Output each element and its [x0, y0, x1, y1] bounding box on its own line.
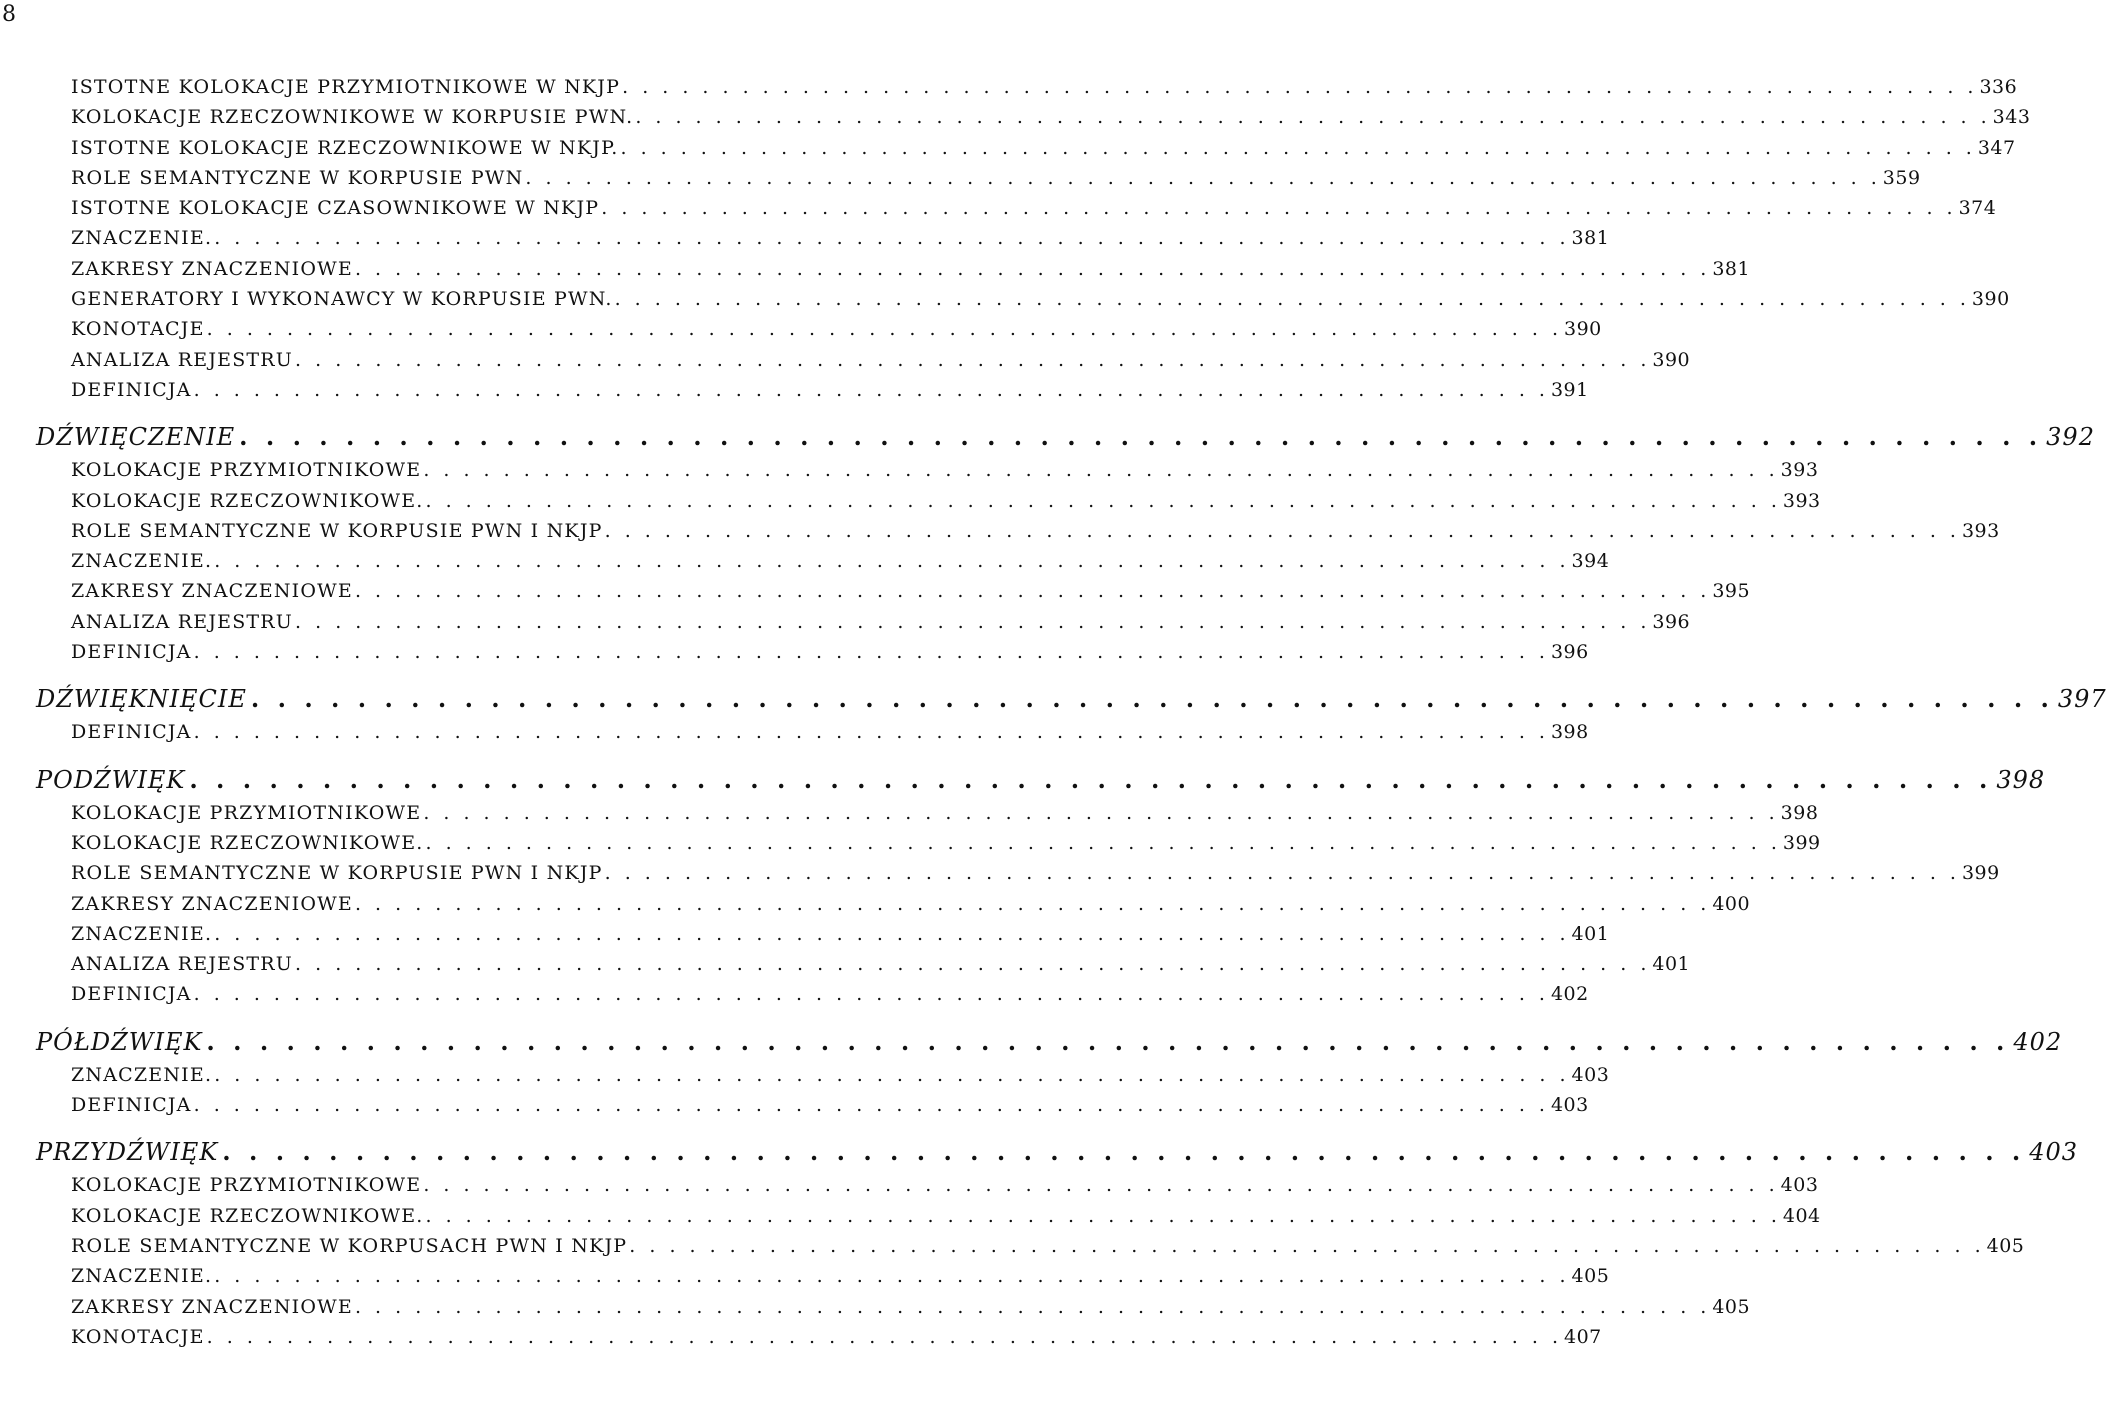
toc-heading-label: PODŹWIĘK: [36, 765, 186, 794]
toc-entry: [36, 489, 1821, 520]
toc-entry-label: ROLE SEMANTYCZNE W KORPUSACH PWN I NKJP: [71, 1234, 628, 1257]
dot-leader: . . . . . . . . . . . . . . . . . . . . . . . . . . . . . . . . . . . . . . . . . . . . . . . . . . . . . . . . . . . . . . . . . . . .: [604, 862, 1960, 885]
toc-entry-page: 343: [1992, 106, 2031, 129]
toc-entry-page: 405: [1712, 1295, 1751, 1318]
toc-entry-page: 399: [1782, 831, 1821, 854]
toc-entry: [36, 1234, 2025, 1265]
dot-leader: . . . . . . . . . . . . . . . . . . . . . . . . . . . . . . . . . . . . . . . . . . . . . . . . . . . . . . . . . . . . . . . . . . . .: [354, 257, 1711, 280]
toc-entry-page: 396: [1652, 610, 1691, 633]
toc-entry: [36, 892, 1751, 923]
toc-entry-page: 359: [1882, 166, 1921, 189]
toc-entry-label: KONOTACJE: [71, 1325, 205, 1348]
toc-entry-page: 381: [1571, 227, 1610, 250]
dot-leader: . . . . . . . . . . . . . . . . . . . . . . . . . . . . . . . . . . . . . . . . . . . . . . . . . . . . . . . . . . . . . . . . . . . .: [206, 1026, 2010, 1056]
dot-leader: . . . . . . . . . . . . . . . . . . . . . . . . . . . . . . . . . . . . . . . . . . . . . . . . . . . . . . . . . . . . . . . . . . . .: [425, 489, 1781, 512]
dot-leader: . . . . . . . . . . . . . . . . . . . . . . . . . . . . . . . . . . . . . . . . . . . . . . . . . . . . . . . . . . . . . . . . . . . .: [214, 1063, 1570, 1086]
dot-leader: . . . . . . . . . . . . . . . . . . . . . . . . . . . . . . . . . . . . . . . . . . . . . . . . . . . . . . . . . . . . . . . . . . . .: [354, 892, 1711, 915]
dot-leader: . . . . . . . . . . . . . . . . . . . . . . . . . . . . . . . . . . . . . . . . . . . . . . . . . . . . . . . . . . . . . . . . . . . .: [250, 684, 2054, 714]
dot-leader: . . . . . . . . . . . . . . . . . . . . . . . . . . . . . . . . . . . . . . . . . . . . . . . . . . . . . . . . . . . . . . . . . . . .: [193, 1094, 1549, 1117]
toc-entry-page: 402: [1550, 983, 1589, 1006]
toc-entry-label: ROLE SEMANTYCZNE W KORPUSIE PWN: [71, 166, 524, 189]
toc-entry-page: 394: [1571, 550, 1610, 573]
toc-entry-label: DEFINICJA: [71, 641, 192, 664]
dot-leader: . . . . . . . . . . . . . . . . . . . . . . . . . . . . . . . . . . . . . . . . . . . . . . . . . . . . . . . . . . . . . . . . . . . .: [214, 227, 1570, 250]
toc-entry-label: DEFINICJA: [71, 983, 192, 1006]
dot-leader: . . . . . . . . . . . . . . . . . . . . . . . . . . . . . . . . . . . . . . . . . . . . . . . . . . . . . . . . . . . . . . . . . . . .: [214, 922, 1570, 945]
toc-entry-label: ZNACZENIE.: [71, 550, 213, 573]
toc-heading-page: 402: [2013, 1027, 2063, 1056]
dot-leader: . . . . . . . . . . . . . . . . . . . . . . . . . . . . . . . . . . . . . . . . . . . . . . . . . . . . . . . . . . . . . . . . . . . .: [622, 76, 1978, 98]
toc-entry-label: KOLOKACJE RZECZOWNIKOWE W KORPUSIE PWN.: [71, 106, 634, 129]
dot-leader: . . . . . . . . . . . . . . . . . . . . . . . . . . . . . . . . . . . . . . . . . . . . . . . . . . . . . . . . . . . . . . . . . . . .: [354, 1295, 1711, 1318]
toc-entry-page: 400: [1712, 892, 1751, 915]
toc-heading-label: DŹWIĘCZENIE: [36, 423, 236, 452]
toc-entry-page: 405: [1986, 1234, 2025, 1257]
toc-entry: [36, 983, 1589, 1013]
toc-heading-page: 403: [2029, 1138, 2079, 1167]
dot-leader: . . . . . . . . . . . . . . . . . . . . . . . . . . . . . . . . . . . . . . . . . . . . . . . . . . . . . . . . . . . . . . . . . . . .: [601, 197, 1957, 220]
toc-entry-label: DEFINICJA: [71, 1094, 192, 1117]
toc-entry-page: 401: [1652, 953, 1691, 976]
toc-heading-page: 392: [2046, 423, 2095, 452]
toc-entry-page: 396: [1550, 641, 1589, 664]
toc-entry: [36, 580, 1751, 610]
dot-leader: . . . . . . . . . . . . . . . . . . . . . . . . . . . . . . . . . . . . . . . . . . . . . . . . . . . . . . . . . . . . . . . . . . . .: [425, 831, 1781, 854]
toc-entry-label: ZAKRESY ZNACZENIOWE: [71, 1295, 353, 1318]
toc-entry-page: 381: [1712, 257, 1751, 280]
toc-entry: [36, 257, 1751, 288]
toc-entry: [36, 459, 1819, 489]
toc-entry-page: 393: [1780, 459, 1819, 482]
toc-entry-page: 403: [1550, 1094, 1589, 1117]
toc-heading-label: DŹWIĘKNIĘCIE: [36, 685, 247, 714]
toc-entry: [36, 862, 2000, 892]
toc-entry: [36, 106, 2031, 136]
dot-leader: . . . . . . . . . . . . . . . . . . . . . . . . . . . . . . . . . . . . . . . . . . . . . . . . . . . . . . . . . . . . . . . . . . . .: [295, 953, 1651, 976]
toc-entry-page: 398: [1550, 721, 1589, 744]
toc-entry: [36, 641, 1589, 671]
dot-leader: . . . . . . . . . . . . . . . . . . . . . . . . . . . . . . . . . . . . . . . . . . . . . . . . . . . . . . . . . . . . . . . . . . . .: [525, 166, 1881, 189]
toc-entry-label: ROLE SEMANTYCZNE W KORPUSIE PWN I NKJP: [71, 519, 603, 542]
toc-entry-label: DEFINICJA: [71, 721, 192, 744]
toc-entry: [36, 1204, 1821, 1235]
toc-heading: [36, 1026, 2063, 1057]
toc-entry-page: 405: [1571, 1265, 1610, 1288]
dot-leader: . . . . . . . . . . . . . . . . . . . . . . . . . . . . . . . . . . . . . . . . . . . . . . . . . . . . . . . . . . . . . . . . . . . .: [193, 641, 1549, 664]
dot-leader: . . . . . . . . . . . . . . . . . . . . . . . . . . . . . . . . . . . . . . . . . . . . . . . . . . . . . . . . . . . . . . . . . . . .: [629, 1234, 1985, 1257]
toc-entry-page: 336: [1979, 76, 2018, 98]
toc-entry-page: 404: [1782, 1204, 1821, 1227]
dot-leader: . . . . . . . . . . . . . . . . . . . . . . . . . . . . . . . . . . . . . . . . . . . . . . . . . . . . . . . . . . . . . . . . . . . .: [423, 801, 1779, 824]
dot-leader: . . . . . . . . . . . . . . . . . . . . . . . . . . . . . . . . . . . . . . . . . . . . . . . . . . . . . . . . . . . . . . . . . . . .: [295, 610, 1651, 633]
toc-entry: [36, 1063, 1610, 1094]
dot-leader: . . . . . . . . . . . . . . . . . . . . . . . . . . . . . . . . . . . . . . . . . . . . . . . . . . . . . . . . . . . . . . . . . . . .: [354, 580, 1711, 603]
dot-leader: . . . . . . . . . . . . . . . . . . . . . . . . . . . . . . . . . . . . . . . . . . . . . . . . . . . . . . . . . . . . . . . . . . . .: [425, 1204, 1781, 1227]
toc-entry-label: KONOTACJE: [71, 318, 205, 341]
toc-entry: [36, 318, 1602, 348]
toc-entry-label: KOLOKACJE PRZYMIOTNIKOWE: [71, 1174, 422, 1197]
toc-entry: [36, 721, 1589, 751]
toc-heading-label: PÓŁDŹWIĘK: [36, 1027, 203, 1056]
toc-entry: [36, 922, 1610, 953]
toc-entry: [36, 1174, 1819, 1204]
toc-entry-label: ANALIZA REJESTRU: [71, 610, 294, 633]
toc-entry-label: KOLOKACJE PRZYMIOTNIKOWE: [71, 459, 422, 482]
dot-leader: . . . . . . . . . . . . . . . . . . . . . . . . . . . . . . . . . . . . . . . . . . . . . . . . . . . . . . . . . . . . . . . . . . . .: [614, 288, 1970, 311]
dot-leader: . . . . . . . . . . . . . . . . . . . . . . . . . . . . . . . . . . . . . . . . . . . . . . . . . . . . . . . . . . . . . . . . . . . .: [193, 378, 1549, 401]
toc-entry: [36, 1265, 1610, 1295]
toc-entry-page: 407: [1564, 1325, 1602, 1348]
toc-heading-label: PRZYDŹWIĘK: [36, 1138, 219, 1167]
toc-entry-label: ISTOTNE KOLOKACJE RZECZOWNIKOWE W NKJP.: [71, 136, 619, 159]
dot-leader: . . . . . . . . . . . . . . . . . . . . . . . . . . . . . . . . . . . . . . . . . . . . . . . . . . . . . . . . . . . . . . . . . . . .: [620, 136, 1976, 159]
toc-entry: [36, 1295, 1751, 1326]
toc-entry: [36, 227, 1610, 257]
toc-entry: [36, 610, 1691, 641]
toc-entry: [36, 1325, 1602, 1356]
toc-entry-page: 403: [1571, 1063, 1610, 1086]
toc-entry: [36, 1094, 1589, 1124]
dot-leader: . . . . . . . . . . . . . . . . . . . . . . . . . . . . . . . . . . . . . . . . . . . . . . . . . . . . . . . . . . . . . . . . . . . .: [193, 721, 1549, 744]
toc-entry-label: ISTOTNE KOLOKACJE PRZYMIOTNIKOWE W NKJP: [71, 76, 621, 98]
toc-entry-label: ANALIZA REJESTRU: [71, 953, 294, 976]
toc-entry-page: 390: [1564, 318, 1602, 341]
page-number: 8: [2, 2, 16, 27]
toc-entry: [36, 953, 1691, 983]
toc-entry-page: 393: [1782, 489, 1821, 512]
dot-leader: . . . . . . . . . . . . . . . . . . . . . . . . . . . . . . . . . . . . . . . . . . . . . . . . . . . . . . . . . . . . . . . . . . . .: [604, 519, 1960, 542]
toc-entry-label: GENERATORY I WYKONAWCY W KORPUSIE PWN.: [71, 288, 613, 311]
toc-entry-label: KOLOKACJE RZECZOWNIKOWE.: [71, 1204, 424, 1227]
dot-leader: . . . . . . . . . . . . . . . . . . . . . . . . . . . . . . . . . . . . . . . . . . . . . . . . . . . . . . . . . . . . . . . . . . . .: [214, 1265, 1570, 1288]
toc-entry-page: 393: [1961, 519, 2000, 542]
toc-entry-page: 390: [1652, 348, 1691, 371]
toc-entry-label: KOLOKACJE PRZYMIOTNIKOWE: [71, 801, 422, 824]
toc-entry-label: ZAKRESY ZNACZENIOWE: [71, 257, 353, 280]
toc-entry: [36, 378, 1589, 409]
toc-entry-label: ZAKRESY ZNACZENIOWE: [71, 892, 353, 915]
table-of-contents: [36, 76, 2107, 1356]
dot-leader: . . . . . . . . . . . . . . . . . . . . . . . . . . . . . . . . . . . . . . . . . . . . . . . . . . . . . . . . . . . . . . . . . . . .: [206, 1325, 1562, 1348]
toc-entry: [36, 831, 1821, 862]
toc-heading: [36, 422, 2095, 452]
dot-leader: . . . . . . . . . . . . . . . . . . . . . . . . . . . . . . . . . . . . . . . . . . . . . . . . . . . . . . . . . . . . . . . . . . . .: [635, 106, 1991, 129]
dot-leader: . . . . . . . . . . . . . . . . . . . . . . . . . . . . . . . . . . . . . . . . . . . . . . . . . . . . . . . . . . . . . . . . . . . .: [423, 459, 1779, 482]
toc-heading: [36, 764, 2046, 795]
dot-leader: . . . . . . . . . . . . . . . . . . . . . . . . . . . . . . . . . . . . . . . . . . . . . . . . . . . . . . . . . . . . . . . . . . . .: [222, 1137, 2026, 1167]
toc-heading: [36, 684, 2107, 714]
toc-entry-page: 390: [1971, 288, 2010, 311]
toc-entry-page: 399: [1961, 862, 2000, 885]
toc-entry-label: KOLOKACJE RZECZOWNIKOWE.: [71, 489, 424, 512]
dot-leader: . . . . . . . . . . . . . . . . . . . . . . . . . . . . . . . . . . . . . . . . . . . . . . . . . . . . . . . . . . . . . . . . . . . .: [423, 1174, 1779, 1197]
dot-leader: . . . . . . . . . . . . . . . . . . . . . . . . . . . . . . . . . . . . . . . . . . . . . . . . . . . . . . . . . . . . . . . . . . . .: [295, 348, 1651, 371]
toc-entry-label: ZNACZENIE.: [71, 922, 213, 945]
toc-entry-page: 395: [1712, 580, 1751, 603]
toc-entry-label: ROLE SEMANTYCZNE W KORPUSIE PWN I NKJP: [71, 862, 603, 885]
toc-entry-label: ISTOTNE KOLOKACJE CZASOWNIKOWE W NKJP: [71, 197, 600, 220]
toc-entry: [36, 197, 1997, 227]
toc-heading-page: 398: [1996, 765, 2046, 794]
toc-entry: [36, 348, 1691, 379]
toc-heading-page: 397: [2057, 685, 2107, 714]
toc-entry-page: 347: [1977, 136, 2016, 159]
toc-entry: [36, 166, 1921, 197]
toc-entry-label: ZAKRESY ZNACZENIOWE: [71, 580, 353, 603]
toc-entry-page: 374: [1958, 197, 1997, 220]
dot-leader: . . . . . . . . . . . . . . . . . . . . . . . . . . . . . . . . . . . . . . . . . . . . . . . . . . . . . . . . . . . . . . . . . . . .: [239, 422, 2043, 452]
toc-entry-label: ANALIZA REJESTRU: [71, 348, 294, 371]
toc-entry-page: 391: [1550, 378, 1589, 401]
toc-entry-label: DEFINICJA: [71, 378, 192, 401]
dot-leader: . . . . . . . . . . . . . . . . . . . . . . . . . . . . . . . . . . . . . . . . . . . . . . . . . . . . . . . . . . . . . . . . . . . .: [206, 318, 1562, 341]
toc-entry: [36, 136, 2016, 167]
toc-entry: [36, 76, 2018, 106]
toc-entry-label: ZNACZENIE.: [71, 1063, 213, 1086]
dot-leader: . . . . . . . . . . . . . . . . . . . . . . . . . . . . . . . . . . . . . . . . . . . . . . . . . . . . . . . . . . . . . . . . . . . .: [214, 550, 1570, 573]
toc-entry-page: 403: [1780, 1174, 1819, 1197]
toc-entry: [36, 550, 1610, 580]
toc-entry-label: KOLOKACJE RZECZOWNIKOWE.: [71, 831, 424, 854]
toc-entry-page: 398: [1780, 801, 1819, 824]
toc-entry: [36, 288, 2010, 318]
dot-leader: . . . . . . . . . . . . . . . . . . . . . . . . . . . . . . . . . . . . . . . . . . . . . . . . . . . . . . . . . . . . . . . . . . . .: [189, 764, 1993, 794]
toc-entry-label: ZNACZENIE.: [71, 227, 213, 250]
toc-entry-page: 401: [1571, 922, 1610, 945]
toc-entry: [36, 519, 2000, 550]
toc-heading: [36, 1137, 2079, 1167]
dot-leader: . . . . . . . . . . . . . . . . . . . . . . . . . . . . . . . . . . . . . . . . . . . . . . . . . . . . . . . . . . . . . . . . . . . .: [193, 983, 1549, 1006]
toc-entry: [36, 801, 1819, 832]
toc-entry-label: ZNACZENIE.: [71, 1265, 213, 1288]
